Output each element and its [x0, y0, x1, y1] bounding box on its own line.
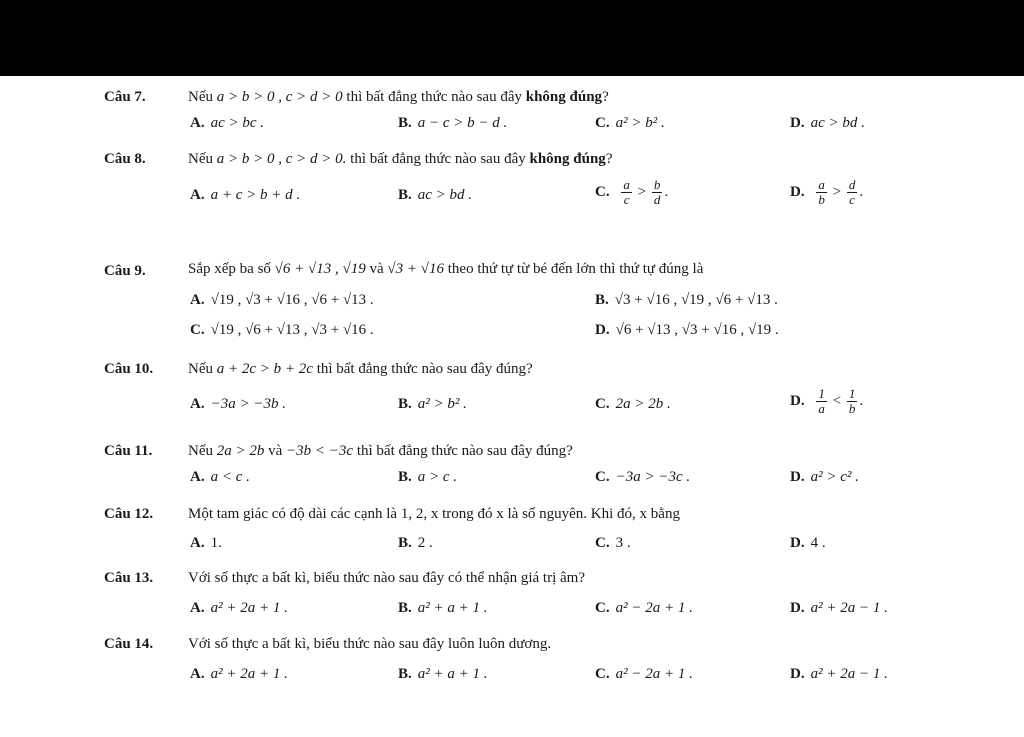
question-14-label: Câu 14. — [104, 636, 154, 652]
question-12-stem: Một tam giác có độ dài các cạnh là 1, 2, x trong đó x là số nguyên. Khi đó, x bằng — [188, 506, 680, 522]
question-14-option-b: B. a² + a + 1 . — [398, 666, 488, 682]
question-11-option-c: C. −3a > −3c . — [595, 469, 691, 485]
fraction: $\frac{b}{d}$ — [653, 177, 661, 207]
question-13-stem: Với số thực a bất kì, biểu thức nào sau đây có thể nhận giá trị âm? — [188, 570, 585, 586]
question-11-label: Câu 11. — [104, 443, 153, 459]
question-10-option-a: A. −3a > −3b . — [190, 396, 286, 412]
question-12-label: Câu 12. — [104, 506, 154, 522]
question-9-option-d: D. √6 + √13 , √3 + √16 , √19 . — [595, 322, 779, 338]
question-9-option-b: B. √3 + √16 , √19 , √6 + √13 . — [595, 292, 778, 308]
question-14-option-a: A. a² + 2a + 1 . — [190, 666, 288, 682]
top-black-bar — [0, 0, 1024, 76]
question-9-label: Câu 9. — [104, 263, 146, 279]
question-13-option-c: C. a² − 2a + 1 . — [595, 600, 693, 616]
question-11-option-a: A. a < c . — [190, 469, 250, 485]
fraction: $\frac{a}{c}$ — [623, 177, 630, 207]
question-9-stem: Sắp xếp ba số √6 + √13 , √19 và √3 + √16 theo thứ tự từ bé đến lớn thì thứ tự đúng là — [188, 261, 704, 277]
fraction: $\frac{d}{c}$ — [848, 177, 856, 207]
question-7-option-a: A. ac > bc . — [190, 115, 265, 131]
fraction: $\frac{1}{b}$ — [848, 386, 856, 416]
question-12-option-a: A. 1. — [190, 535, 222, 551]
question-12-option-c: C. 3 . — [595, 535, 631, 551]
question-8-option-d: D. $\frac{a}{b}$ > $\frac{d}{c}$ . — [790, 177, 864, 207]
question-8-stem: Nếu a > b > 0 , c > d > 0. thì bất đẳng thức nào sau đây không đúng? — [188, 151, 613, 167]
question-10-option-d: D. $\frac{1}{a}$ < $\frac{1}{b}$ . — [790, 386, 864, 416]
question-8-option-a: A. a + c > b + d . — [190, 187, 301, 203]
question-8-label: Câu 8. — [104, 151, 146, 167]
question-7-option-d: D. ac > bd . — [790, 115, 865, 131]
question-11-option-b: B. a > c . — [398, 469, 458, 485]
question-14-option-d: D. a² + 2a − 1 . — [790, 666, 888, 682]
question-9-option-c: C. √19 , √6 + √13 , √3 + √16 . — [190, 322, 374, 338]
question-9-option-a: A. √19 , √3 + √16 , √6 + √13 . — [190, 292, 374, 308]
question-12-option-b: B. 2 . — [398, 535, 433, 551]
question-13-option-b: B. a² + a + 1 . — [398, 600, 488, 616]
fraction: $\frac{1}{a}$ — [818, 386, 825, 416]
question-14-option-c: C. a² − 2a + 1 . — [595, 666, 693, 682]
question-13-option-a: A. a² + 2a + 1 . — [190, 600, 288, 616]
question-13-option-d: D. a² + 2a − 1 . — [790, 600, 888, 616]
question-13-label: Câu 13. — [104, 570, 154, 586]
question-11-stem: Nếu 2a > 2b và −3b < −3c thì bất đẳng thức nào sau đây đúng? — [188, 443, 573, 459]
question-12-option-d: D. 4 . — [790, 535, 826, 551]
question-7-option-b: B. a − c > b − d . — [398, 115, 508, 131]
question-8-option-c: C. $\frac{a}{c}$ > $\frac{b}{d}$ . — [595, 177, 669, 207]
question-10-option-c: C. 2a > 2b . — [595, 396, 671, 412]
question-7-stem: Nếu a > b > 0 , c > d > 0 thì bất đẳng thức nào sau đây không đúng? — [188, 89, 609, 105]
question-8-option-b: B. ac > bd . — [398, 187, 473, 203]
question-7-label: Câu 7. — [104, 89, 146, 105]
question-7-option-c: C. a² > b² . — [595, 115, 665, 131]
question-10-label: Câu 10. — [104, 361, 154, 377]
question-14-stem: Với số thực a bất kì, biểu thức nào sau đây luôn luôn dương. — [188, 636, 552, 652]
fraction: $\frac{a}{b}$ — [818, 177, 825, 207]
question-11-option-d: D. a² > c² . — [790, 469, 859, 485]
question-10-stem: Nếu a + 2c > b + 2c thì bất đẳng thức nào sau đây đúng? — [188, 361, 533, 377]
document-page — [0, 76, 1024, 737]
question-10-option-b: B. a² > b² . — [398, 396, 467, 412]
